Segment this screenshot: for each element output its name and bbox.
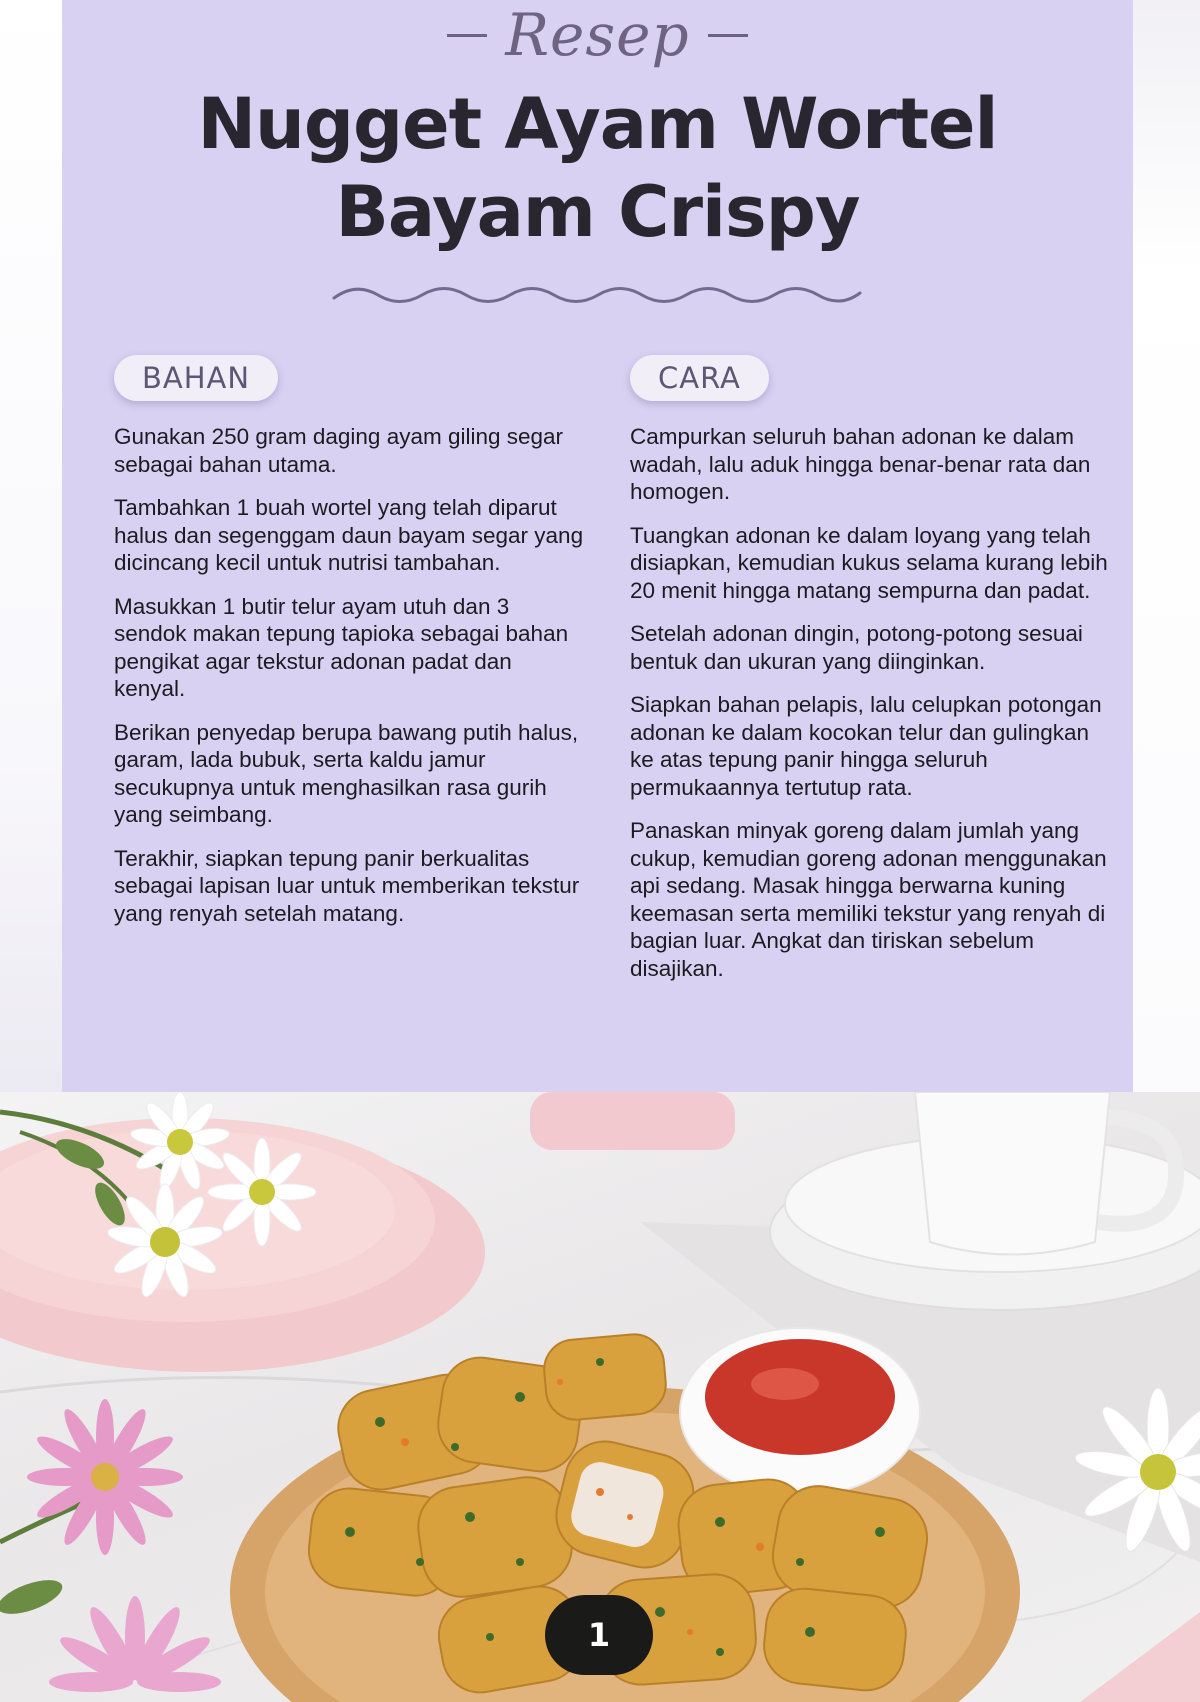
step-item: Setelah adonan dingin, potong-potong sesuai bentuk dan ukuran yang diinginkan. — [630, 621, 1083, 674]
recipe-title-line-1: Nugget Ayam Wortel — [197, 83, 998, 165]
step-item: Panaskan minyak goreng dalam jumlah yang cukup, kemudian goreng adonan menggunakan api sedang. Masak hingga berwarna kuning keemasan serta memiliki tekstur yang renyah di bagian luar. Angkat dan tiriskan sebelum disajikan. — [630, 818, 1107, 981]
steps-label: CARA — [630, 355, 769, 401]
recipe-title — [62, 80, 1133, 256]
step-item: Tuangkan adonan ke dalam loyang yang telah disiapkan, kemudian kukus selama kurang lebih 20 menit hingga matang sempurna dan padat. — [630, 522, 1108, 603]
recipe-card — [62, 0, 1133, 1092]
kicker-dash-left — [447, 34, 487, 37]
recipe-title-line-2: Bayam Crispy — [335, 171, 860, 253]
wavy-divider — [332, 280, 862, 310]
steps-section — [630, 355, 1110, 998]
recipe-kicker — [62, 0, 1133, 70]
step-item: Campurkan seluruh bahan adonan ke dalam wadah, lalu aduk hingga benar-benar rata dan homogen. — [630, 424, 1091, 504]
right-margin — [1133, 0, 1200, 1092]
sauce-highlight — [751, 1368, 819, 1400]
step-item: Siapkan bahan pelapis, lalu celupkan potongan adonan ke dalam kocokan telur dan gulingkan ke atas tepung panir hingga seluruh permukaannya tertutup rata. — [630, 692, 1102, 800]
white-mug — [915, 1092, 1110, 1255]
ingredient-item: Masukkan 1 butir telur ayam utuh dan 3 sendok makan tepung tapioka sebagai bahan pengikat agar tekstur adonan padat dan kenyal. — [114, 593, 569, 701]
kicker-dash-right — [708, 34, 748, 37]
ingredient-item: Berikan penyedap berupa bawang putih halus, garam, lada bubuk, serta kaldu jamur secukupnya untuk menghasilkan rasa gurih yang seimbang. — [114, 719, 579, 827]
left-margin — [0, 0, 62, 1092]
ingredient-item: Tambahkan 1 buah wortel yang telah diparut halus dan segenggam daun bayam segar yang dicincang kecil untuk nutrisi tambahan. — [114, 495, 584, 575]
pink-cup — [530, 1092, 735, 1150]
pink-napkin — [1080, 1612, 1200, 1702]
pink-flowers — [0, 1399, 221, 1692]
ingredients-label: BAHAN — [114, 355, 278, 401]
ingredient-item: Terakhir, siapkan tepung panir berkualitas sebagai lapisan luar untuk memberikan tekstur yang renyah setelah matang. — [114, 845, 580, 926]
ingredients-section — [114, 355, 584, 943]
page-number-badge: 1 — [545, 1595, 653, 1675]
kicker-text: Resep — [505, 1, 690, 69]
ingredient-item: Gunakan 250 gram daging ayam giling segar sebagai bahan utama. — [114, 424, 564, 477]
